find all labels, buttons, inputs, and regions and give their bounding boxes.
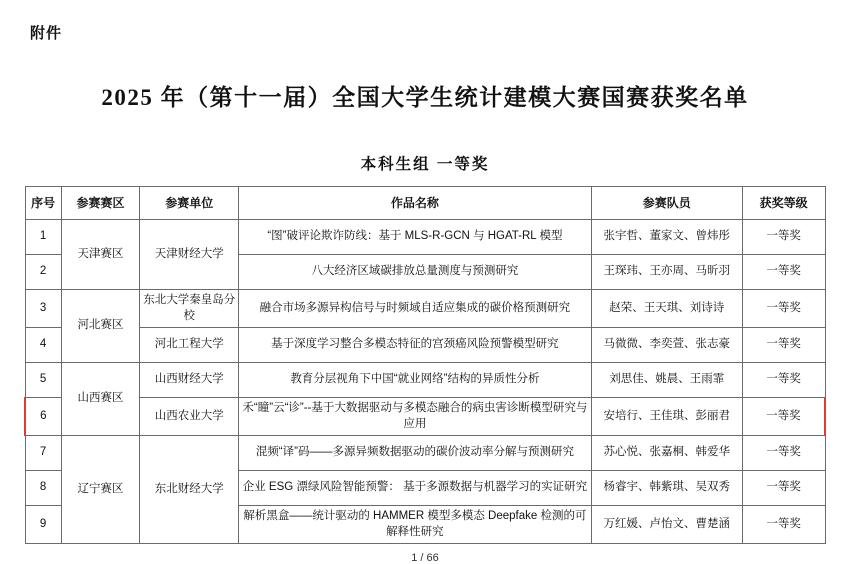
column-header-unit: 参赛单位 — [140, 187, 239, 220]
column-header-members: 参赛队员 — [591, 187, 742, 220]
cell-members: 安培行、王佳琪、彭丽君 — [591, 398, 742, 436]
cell-no: 4 — [25, 328, 61, 363]
cell-region: 河北赛区 — [61, 290, 140, 363]
cell-work-title: 教育分层视角下中国“就业网络”结构的异质性分析 — [239, 363, 592, 398]
cell-award-level: 一等奖 — [742, 471, 825, 506]
column-header-work: 作品名称 — [239, 187, 592, 220]
table-header-row — [25, 187, 825, 220]
cell-members: 赵荣、王天琪、刘诗诗 — [591, 290, 742, 328]
cell-work-title: 八大经济区域碳排放总量测度与预测研究 — [239, 255, 592, 290]
page-number: 1 / 66 — [411, 552, 439, 564]
cell-unit: 山西财经大学 — [140, 363, 239, 398]
cell-region: 天津赛区 — [61, 220, 140, 290]
cell-award-level: 一等奖 — [742, 506, 825, 544]
cell-no: 2 — [25, 255, 61, 290]
cell-members: 王琛玮、王亦周、马昕羽 — [591, 255, 742, 290]
table-body — [25, 220, 825, 544]
table-row — [25, 363, 825, 398]
cell-work-title: 融合市场多源异构信号与时频域自适应集成的碳价格预测研究 — [239, 290, 592, 328]
cell-members: 马微微、李奕萱、张志豪 — [591, 328, 742, 363]
cell-unit: 天津财经大学 — [140, 220, 239, 290]
cell-work-title: 基于深度学习整合多模态特征的宫颈癌风险预警模型研究 — [239, 328, 592, 363]
cell-unit: 东北大学秦皇岛分校 — [140, 290, 239, 328]
cell-members: 刘思佳、姚晨、王雨霏 — [591, 363, 742, 398]
cell-unit: 河北工程大学 — [140, 328, 239, 363]
cell-work-title: 禾“瞳”云“诊”--基于大数据驱动与多模态融合的病虫害诊断模型研究与应用 — [239, 398, 592, 436]
cell-members: 杨睿宇、韩紫琪、吴双秀 — [591, 471, 742, 506]
table-row — [25, 220, 825, 255]
attachment-label: 附件 — [30, 25, 63, 42]
table-header — [25, 187, 825, 220]
cell-region: 山西赛区 — [61, 363, 140, 436]
table-row — [25, 328, 825, 363]
cell-work-title: 企业 ESG 漂绿风险智能预警： 基于多源数据与机器学习的实证研究 — [239, 471, 592, 506]
award-list-table — [24, 186, 826, 544]
cell-no: 7 — [25, 436, 61, 471]
table-row — [25, 398, 825, 436]
cell-members: 苏心悦、张嘉桐、韩爱华 — [591, 436, 742, 471]
table-row — [25, 436, 825, 471]
cell-award-level: 一等奖 — [742, 363, 825, 398]
cell-no: 6 — [25, 398, 61, 436]
cell-award-level: 一等奖 — [742, 290, 825, 328]
cell-region: 辽宁赛区 — [61, 436, 140, 544]
cell-no: 3 — [25, 290, 61, 328]
table-row — [25, 290, 825, 328]
cell-no: 1 — [25, 220, 61, 255]
cell-no: 9 — [25, 506, 61, 544]
column-header-no: 序号 — [25, 187, 61, 220]
cell-work-title: 混频“译”码——多源异频数据驱动的碳价波动率分解与预测研究 — [239, 436, 592, 471]
cell-no: 5 — [25, 363, 61, 398]
section-title: 本科生组 一等奖 — [360, 156, 490, 173]
cell-members: 张宇哲、董家文、曾炜彤 — [591, 220, 742, 255]
cell-award-level: 一等奖 — [742, 255, 825, 290]
column-header-level: 获奖等级 — [742, 187, 825, 220]
cell-award-level: 一等奖 — [742, 220, 825, 255]
column-header-region: 参赛赛区 — [61, 187, 140, 220]
cell-work-title: “图”破评论欺诈防线：基于 MLS-R-GCN 与 HGAT-RL 模型 — [239, 220, 592, 255]
cell-members: 万红媛、卢怡文、曹楚涵 — [591, 506, 742, 544]
cell-unit: 山西农业大学 — [140, 398, 239, 436]
cell-award-level: 一等奖 — [742, 398, 825, 436]
cell-award-level: 一等奖 — [742, 436, 825, 471]
cell-award-level: 一等奖 — [742, 328, 825, 363]
cell-unit: 东北财经大学 — [140, 436, 239, 544]
cell-work-title: 解析黑盒——统计驱动的 HAMMER 模型多模态 Deepfake 检测的可解释性研究 — [239, 506, 592, 544]
cell-no: 8 — [25, 471, 61, 506]
page-title: 2025 年（第十一届）全国大学生统计建模大赛国赛获奖名单 — [101, 85, 749, 110]
